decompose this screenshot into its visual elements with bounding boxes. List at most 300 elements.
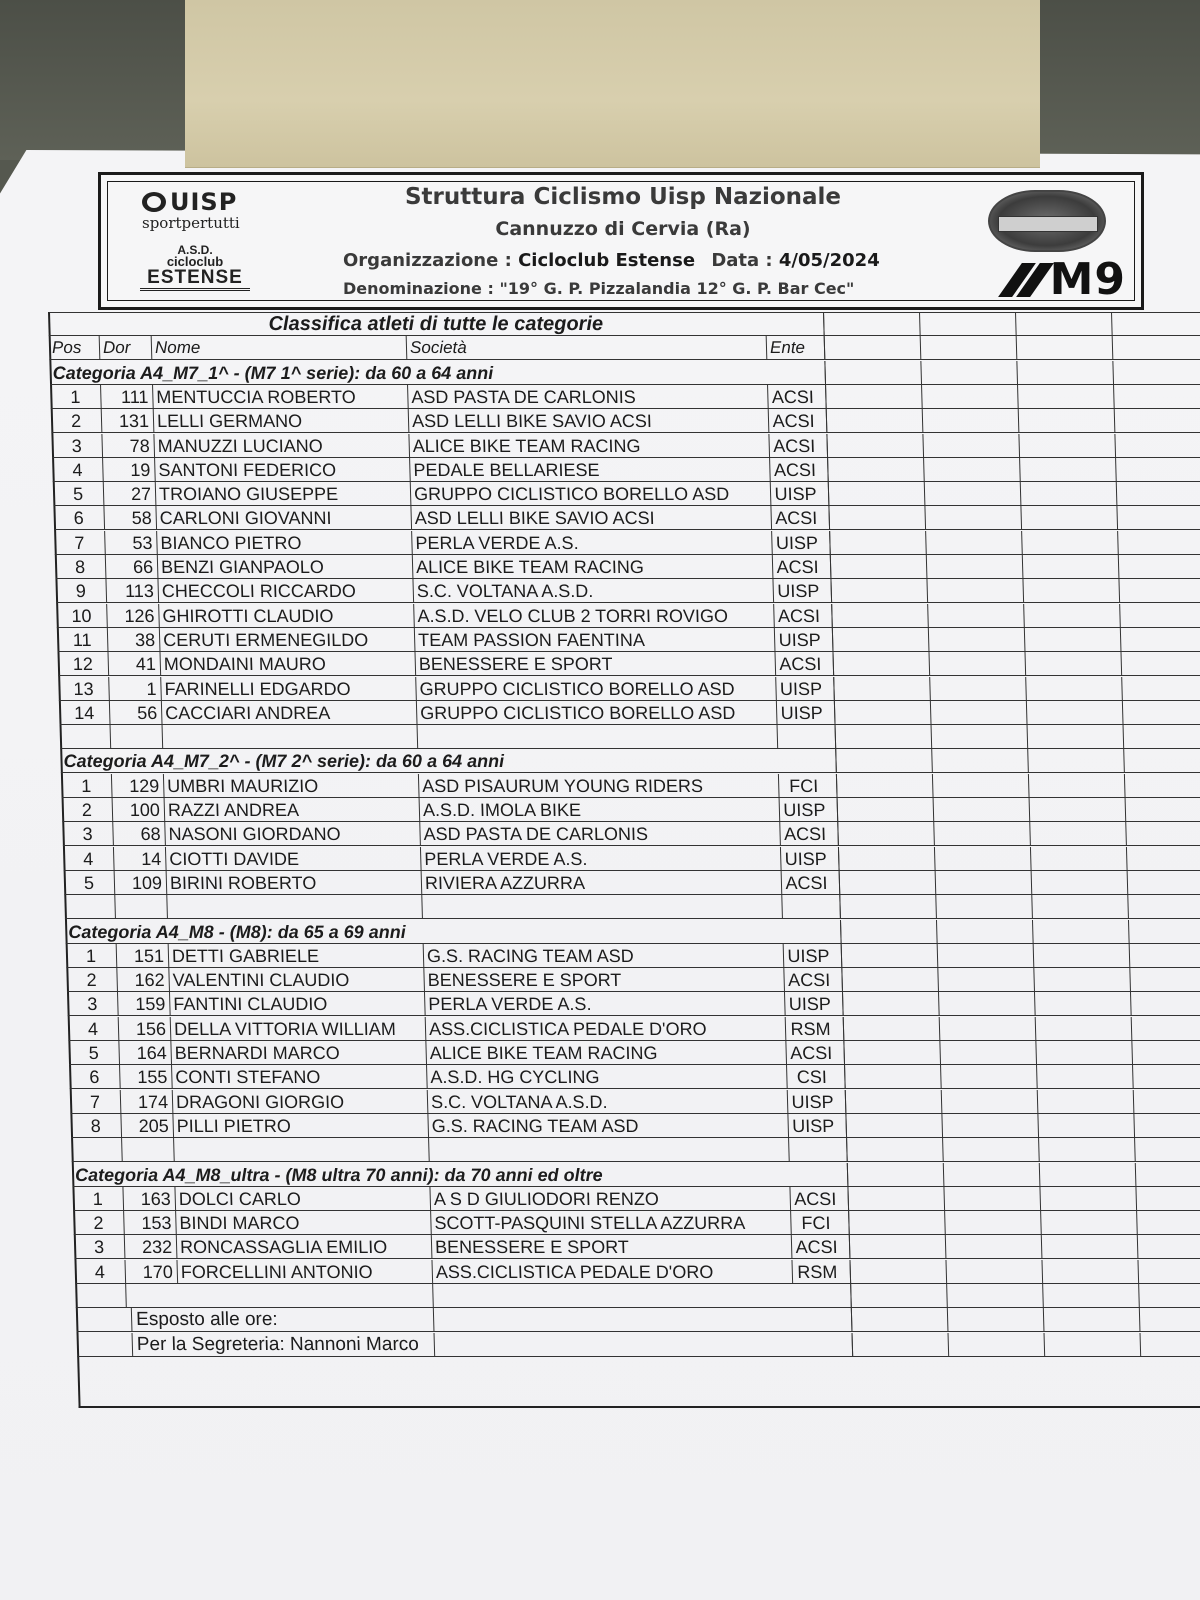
blank-cell <box>1129 944 1200 968</box>
denomination-line <box>343 279 943 298</box>
cell-society: ASS.CICLISTICA PEDALE D'ORO <box>431 1260 792 1284</box>
organization-label: Organizzazione : <box>343 250 512 271</box>
blank-cell <box>926 579 1023 603</box>
table-row <box>53 482 1200 506</box>
cell-pos: 1 <box>80 775 92 796</box>
blank-cell <box>434 1333 853 1357</box>
cell-society: A.S.D. IMOLA BIKE <box>419 798 780 822</box>
cell-dor: 174 <box>120 1090 173 1114</box>
date-value: 4/05/2024 <box>778 250 880 271</box>
cell-name: DETTI GABRIELE <box>168 944 424 968</box>
blank-cell <box>830 555 927 579</box>
cell-ente: CSI <box>786 1065 837 1089</box>
blank-cell <box>850 1284 947 1308</box>
blank-cell <box>433 1308 852 1332</box>
blank-cell <box>1020 506 1117 530</box>
blank-row <box>71 1138 1200 1162</box>
cell-society: PERLA VERDE A.S. <box>420 847 781 871</box>
table-row <box>59 701 1200 725</box>
footer-row <box>77 1333 1200 1357</box>
blank-cell <box>849 1235 946 1259</box>
cell-pos: 7 <box>89 1091 101 1112</box>
cell-pos: 11 <box>72 629 92 650</box>
blank-cell <box>1116 506 1200 530</box>
cell-name: CHECCOLI RICCARDO <box>157 579 413 603</box>
cell-pos: 2 <box>86 970 97 991</box>
cell-name: BERNARDI MARCO <box>170 1041 426 1065</box>
cell-pos: 3 <box>71 435 83 456</box>
uisp-logo-text: UISP <box>170 188 238 216</box>
cell-name: MANUZZI LUCIANO <box>153 434 409 458</box>
table-row <box>64 871 1200 895</box>
blank-cell <box>836 774 933 798</box>
blank-cell <box>920 361 1017 385</box>
table-row <box>72 1187 1200 1211</box>
cell-dor: 27 <box>103 482 156 506</box>
cell-pos: 4 <box>87 1018 99 1039</box>
blank-cell <box>162 725 418 749</box>
cell-dor: 153 <box>123 1211 176 1235</box>
blank-cell <box>1121 677 1200 701</box>
blank-cell <box>837 822 934 846</box>
cell-society: RIVIERA AZZURRA <box>421 871 782 895</box>
blank-cell <box>1021 531 1118 555</box>
blank-cell <box>1038 1138 1135 1162</box>
blank-cell <box>922 409 1019 433</box>
blank-cell <box>934 847 1031 871</box>
blank-cell <box>1123 749 1200 773</box>
cell-society: ASD PASTA DE CARLONIS <box>407 385 768 409</box>
cell-dor: 109 <box>114 871 167 895</box>
blank-cell <box>841 944 938 968</box>
cell-society: A S D GIULIODORI RENZO <box>429 1187 790 1211</box>
cell-dor: 162 <box>116 968 169 992</box>
blank-cell <box>1044 1333 1141 1357</box>
table-row <box>53 506 1200 530</box>
cell-ente: RSM <box>785 1017 836 1041</box>
table-row <box>57 628 1200 652</box>
cell-society: TEAM PASSION FAENTINA <box>414 628 775 652</box>
cell-society: BENESSERE E SPORT <box>423 968 784 992</box>
blank-cell <box>1041 1260 1138 1284</box>
blank-cell <box>110 725 163 749</box>
category-title: Categoria A4_M7_2^ - (M7 2^ serie): da 60 a 64 anni <box>63 751 505 772</box>
estense-logo-line1: A.S.D. <box>177 243 213 257</box>
blank-cell <box>929 652 1026 676</box>
column-header-name: Nome <box>151 336 407 360</box>
blank-cell <box>166 895 422 919</box>
blank-cell <box>777 725 828 749</box>
cell-name: RONCASSAGLIA EMILIO <box>176 1235 432 1259</box>
cell-pos: 8 <box>90 1115 102 1136</box>
blank-cell <box>848 1211 945 1235</box>
table-row <box>73 1211 1200 1235</box>
cell-pos: 1 <box>92 1188 104 1209</box>
cell-society: ASD LELLI BIKE SAVIO ACSI <box>408 409 769 433</box>
cell-ente: UISP <box>774 628 825 652</box>
cell-ente: ACSI <box>773 604 824 628</box>
cell-dor: 232 <box>124 1235 177 1259</box>
footer-secretary: Per la Segreteria: Nannoni Marco <box>132 1333 435 1357</box>
cell-dor: 56 <box>109 701 162 725</box>
blank-cell <box>827 458 924 482</box>
cell-society: ASD PISAURUM YOUNG RIDERS <box>418 774 779 798</box>
cell-society: A.S.D. HG CYCLING <box>426 1065 787 1089</box>
cell-dor: 163 <box>122 1187 175 1211</box>
blank-cell <box>1041 1235 1138 1259</box>
cell-dor: 68 <box>112 822 165 846</box>
blank-cell <box>781 895 832 919</box>
cell-ente: UISP <box>775 677 826 701</box>
blank-cell <box>925 531 1022 555</box>
estense-logo-line3: ESTENSE <box>140 268 250 291</box>
blank-cell <box>1033 968 1130 992</box>
blank-cell <box>1131 1017 1200 1041</box>
blank-cell <box>933 798 1030 822</box>
blank-cell <box>936 920 1033 944</box>
table-row <box>58 652 1200 676</box>
blank-cell <box>1042 1284 1139 1308</box>
cell-pos: 1 <box>85 945 97 966</box>
blank-cell <box>931 725 1028 749</box>
blank-cell <box>1026 701 1123 725</box>
table-row <box>51 434 1200 458</box>
cell-society: G.S. RACING TEAM ASD <box>423 944 784 968</box>
cell-name: SANTONI FEDERICO <box>154 458 410 482</box>
blank-cell <box>1132 1065 1200 1089</box>
blank-cell <box>1129 968 1200 992</box>
cell-pos: 6 <box>89 1067 100 1088</box>
cell-pos: 2 <box>81 800 93 820</box>
blank-cell <box>938 992 1035 1016</box>
cell-dor: 151 <box>116 944 169 968</box>
cell-ente: ACSI <box>783 968 834 992</box>
blank-cell <box>71 1138 122 1162</box>
cell-dor: 19 <box>102 458 155 482</box>
cell-name: DOLCI CARLO <box>174 1187 430 1211</box>
blank-row <box>64 895 1200 919</box>
blank-cell <box>1022 579 1119 603</box>
organization-value: Cicloclub Estense <box>518 250 696 271</box>
blank-cell <box>833 677 930 701</box>
results-table <box>48 312 1200 1408</box>
blank-row <box>60 725 1200 749</box>
event-badge-logo <box>988 190 1106 252</box>
table-row <box>69 1065 1200 1089</box>
cell-society: PEDALE BELLARIESE <box>409 458 770 482</box>
blank-cell <box>947 1308 1044 1332</box>
blank-cell <box>1116 482 1200 506</box>
blank-cell <box>922 434 1019 458</box>
blank-cell <box>1131 1041 1200 1065</box>
blank-cell <box>1028 774 1125 798</box>
cell-dor: 41 <box>108 652 161 676</box>
blank-cell <box>823 312 920 336</box>
blank-cell <box>1031 871 1128 895</box>
blank-row <box>75 1284 1200 1308</box>
blank-cell <box>432 1284 793 1308</box>
blank-cell <box>1027 749 1124 773</box>
blank-cell <box>1133 1114 1200 1138</box>
date-label: Data : <box>711 250 773 271</box>
blank-cell <box>931 749 1028 773</box>
blank-cell <box>1037 1090 1134 1114</box>
cell-ente: ACSI <box>781 871 832 895</box>
blank-cell <box>1127 871 1200 895</box>
cell-dor: 111 <box>100 385 153 409</box>
cell-ente: UISP <box>772 579 823 603</box>
blank-cell <box>840 920 937 944</box>
cell-dor: 205 <box>120 1114 173 1138</box>
blank-cell <box>924 506 1021 530</box>
cicloclub-estense-logo <box>140 244 250 291</box>
m9-slashes-icon <box>1010 263 1042 297</box>
blank-cell <box>1030 847 1127 871</box>
table-title-row <box>48 312 1200 336</box>
table-row <box>58 677 1200 701</box>
blank-cell <box>1016 336 1113 360</box>
table-title: Classifica atleti di tutte le categorie <box>268 313 604 335</box>
blank-cell <box>847 1163 944 1187</box>
table-bottom-border <box>79 1406 1200 1408</box>
cell-dor: 131 <box>101 409 154 433</box>
cell-dor: 53 <box>104 531 157 555</box>
category-title: Categoria A4_M8_ultra - (M8 ultra 70 anni): da 70 anni ed oltre <box>74 1164 603 1185</box>
blank-cell <box>1037 1114 1134 1138</box>
cell-dor: 170 <box>124 1260 177 1284</box>
cell-society: ALICE BIKE TEAM RACING <box>412 555 773 579</box>
blank-cell <box>824 361 921 385</box>
category-header-row <box>72 1163 1200 1187</box>
blank-cell <box>921 385 1018 409</box>
table-row <box>62 822 1200 846</box>
blank-cell <box>1125 798 1200 822</box>
cell-ente: ACSI <box>768 434 819 458</box>
blank-cell <box>924 482 1021 506</box>
blank-cell <box>1039 1187 1136 1211</box>
blank-cell <box>932 774 1029 798</box>
blank-cell <box>935 871 1032 895</box>
cell-ente: RSM <box>791 1260 842 1284</box>
masking-tape <box>185 0 1040 168</box>
cell-dor: 126 <box>106 604 159 628</box>
document-header <box>98 172 1144 310</box>
cell-pos: 2 <box>70 411 82 432</box>
cell-dor: 159 <box>117 992 170 1016</box>
blank-cell <box>941 1090 1038 1114</box>
cell-pos: 3 <box>82 824 93 845</box>
blank-cell <box>1136 1211 1200 1235</box>
column-header-society: Società <box>406 336 767 360</box>
cell-ente: UISP <box>784 992 835 1016</box>
blank-cell <box>826 409 923 433</box>
blank-cell <box>849 1260 946 1284</box>
table-row <box>74 1235 1200 1259</box>
cell-pos: 10 <box>71 605 92 626</box>
cell-name: CONTI STEFANO <box>171 1065 427 1089</box>
cell-pos: 4 <box>82 848 94 869</box>
cell-society: S.C. VOLTANA A.S.D. <box>412 579 773 603</box>
blank-cell <box>948 1333 1045 1357</box>
blank-cell <box>841 968 938 992</box>
blank-cell <box>1018 409 1115 433</box>
cell-society: ALICE BIKE TEAM RACING <box>425 1041 786 1065</box>
blank-cell <box>1016 361 1113 385</box>
cell-society: G.S. RACING TEAM ASD <box>427 1114 788 1138</box>
table-row <box>56 604 1200 628</box>
m9-logo-text: M9 <box>1049 254 1126 305</box>
cell-dor: 156 <box>118 1017 171 1041</box>
blank-cell <box>1128 920 1200 944</box>
blank-cell <box>421 895 782 919</box>
blank-cell <box>1025 677 1122 701</box>
organization-line <box>343 250 943 271</box>
cell-pos: 3 <box>87 994 98 1015</box>
footer-row <box>76 1308 1200 1332</box>
cell-name: FORCELLINI ANTONIO <box>176 1260 432 1284</box>
table-row <box>50 385 1200 409</box>
cell-society: PERLA VERDE A.S. <box>411 531 772 555</box>
cell-name: FANTINI CLAUDIO <box>169 992 425 1016</box>
cell-society: SCOTT-PASQUINI STELLA AZZURRA <box>430 1211 791 1235</box>
blank-cell <box>1137 1235 1200 1259</box>
cell-name: CIOTTI DAVIDE <box>165 847 421 871</box>
blank-cell <box>843 1017 940 1041</box>
cell-dor: 58 <box>103 506 156 530</box>
blank-cell <box>1019 458 1116 482</box>
cell-dor: 155 <box>119 1065 172 1089</box>
column-header-dor: Dor <box>99 336 152 360</box>
blank-cell <box>937 944 1034 968</box>
cell-society: ALICE BIKE TEAM RACING <box>408 434 769 458</box>
uisp-logo <box>142 188 262 232</box>
cell-pos: 2 <box>93 1213 104 1234</box>
table-row <box>63 847 1200 871</box>
blank-cell <box>1118 579 1200 603</box>
category-header-row <box>65 920 1200 944</box>
cell-name: FARINELLI EDGARDO <box>160 677 416 701</box>
blank-cell <box>1139 1308 1200 1332</box>
blank-cell <box>1138 1284 1200 1308</box>
cell-society: BENESSERE E SPORT <box>415 652 776 676</box>
blank-cell <box>1015 312 1112 336</box>
blank-cell <box>1032 920 1129 944</box>
blank-cell <box>825 385 922 409</box>
blank-cell <box>1124 774 1200 798</box>
event-place: Cannuzzo di Cervia (Ra) <box>495 218 751 240</box>
table-row <box>68 1041 1200 1065</box>
cell-pos: 9 <box>75 581 87 602</box>
blank-cell <box>1033 944 1130 968</box>
cell-pos: 6 <box>73 508 85 529</box>
blank-cell <box>1112 361 1200 385</box>
cell-ente: ACSI <box>785 1041 836 1065</box>
table-row <box>55 579 1200 603</box>
table-row <box>68 1017 1200 1041</box>
cell-ente: UISP <box>780 847 831 871</box>
footer-exposed: Esposto alle ore: <box>131 1308 434 1332</box>
table-row <box>67 992 1200 1016</box>
cell-society: ASD LELLI BIKE SAVIO ACSI <box>410 506 771 530</box>
blank-cell <box>1029 822 1126 846</box>
cell-ente: UISP <box>770 482 821 506</box>
cell-society: BENESSERE E SPORT <box>431 1235 792 1259</box>
blank-cell <box>926 555 1023 579</box>
blank-cell <box>929 677 1026 701</box>
blank-cell <box>1018 434 1115 458</box>
blank-cell <box>1122 701 1200 725</box>
category-title: Categoria A4_M7_1^ - (M7 1^ serie): da 60 a 64 anni <box>52 362 494 383</box>
document-title: Struttura Ciclismo Uisp Nazionale <box>404 184 842 210</box>
blank-cell <box>1140 1333 1200 1357</box>
cell-name: CARLONI GIOVANNI <box>155 506 411 530</box>
cell-pos: 5 <box>83 872 95 893</box>
blank-cell <box>835 749 932 773</box>
blank-cell <box>828 482 925 506</box>
blank-cell <box>1137 1260 1200 1284</box>
blank-cell <box>125 1284 178 1308</box>
blank-cell <box>1133 1090 1200 1114</box>
blank-cell <box>1126 847 1200 871</box>
blank-cell <box>1130 992 1200 1016</box>
cell-ente: ACSI <box>789 1187 840 1211</box>
cell-society: GRUPPO CICLISTICO BORELLO ASD <box>416 701 777 725</box>
cell-name: CERUTI ERMENEGILDO <box>159 628 415 652</box>
cell-name: TROIANO GIUSEPPE <box>155 482 411 506</box>
cell-ente: ACSI <box>775 652 826 676</box>
blank-cell <box>1115 458 1200 482</box>
cell-name: BENZI GIANPAOLO <box>157 555 413 579</box>
cell-society: A.S.D. VELO CLUB 2 TORRI ROVIGO <box>413 604 774 628</box>
blank-cell <box>1127 895 1200 919</box>
cell-dor: 113 <box>105 579 158 603</box>
blank-cell <box>1036 1065 1133 1089</box>
cell-name: DRAGONI GIORGIO <box>172 1090 428 1114</box>
blank-cell <box>1034 992 1131 1016</box>
cell-name: BINDI MARCO <box>175 1211 431 1235</box>
cell-pos: 14 <box>73 702 95 723</box>
cell-society: ASD PASTA DE CARLONIS <box>419 822 780 846</box>
blank-cell <box>833 652 930 676</box>
blank-cell <box>1112 336 1200 360</box>
blank-cell <box>788 1138 839 1162</box>
cell-ente: UISP <box>783 944 834 968</box>
table-row <box>55 555 1200 579</box>
blank-cell <box>121 1138 174 1162</box>
column-header-pos: Pos <box>51 338 82 358</box>
cell-pos: 13 <box>73 678 94 699</box>
blank-cell <box>919 312 1016 336</box>
table-row <box>70 1090 1200 1114</box>
cell-dor: 164 <box>118 1041 171 1065</box>
blank-cell <box>935 895 1032 919</box>
blank-cell <box>1114 409 1200 433</box>
blank-cell <box>60 725 111 749</box>
blank-cell <box>1020 482 1117 506</box>
cell-name: BIANCO PIETRO <box>156 531 412 555</box>
blank-cell <box>834 701 931 725</box>
uisp-mark-icon <box>142 192 166 212</box>
blank-cell <box>939 1017 1036 1041</box>
blank-cell <box>1023 604 1120 628</box>
blank-cell <box>1111 312 1200 336</box>
blank-cell <box>838 847 935 871</box>
cell-pos: 12 <box>72 654 94 675</box>
cell-dor: 129 <box>111 774 164 798</box>
header-inner-frame <box>107 181 1135 305</box>
cell-ente: ACSI <box>772 555 823 579</box>
table-row <box>52 458 1200 482</box>
